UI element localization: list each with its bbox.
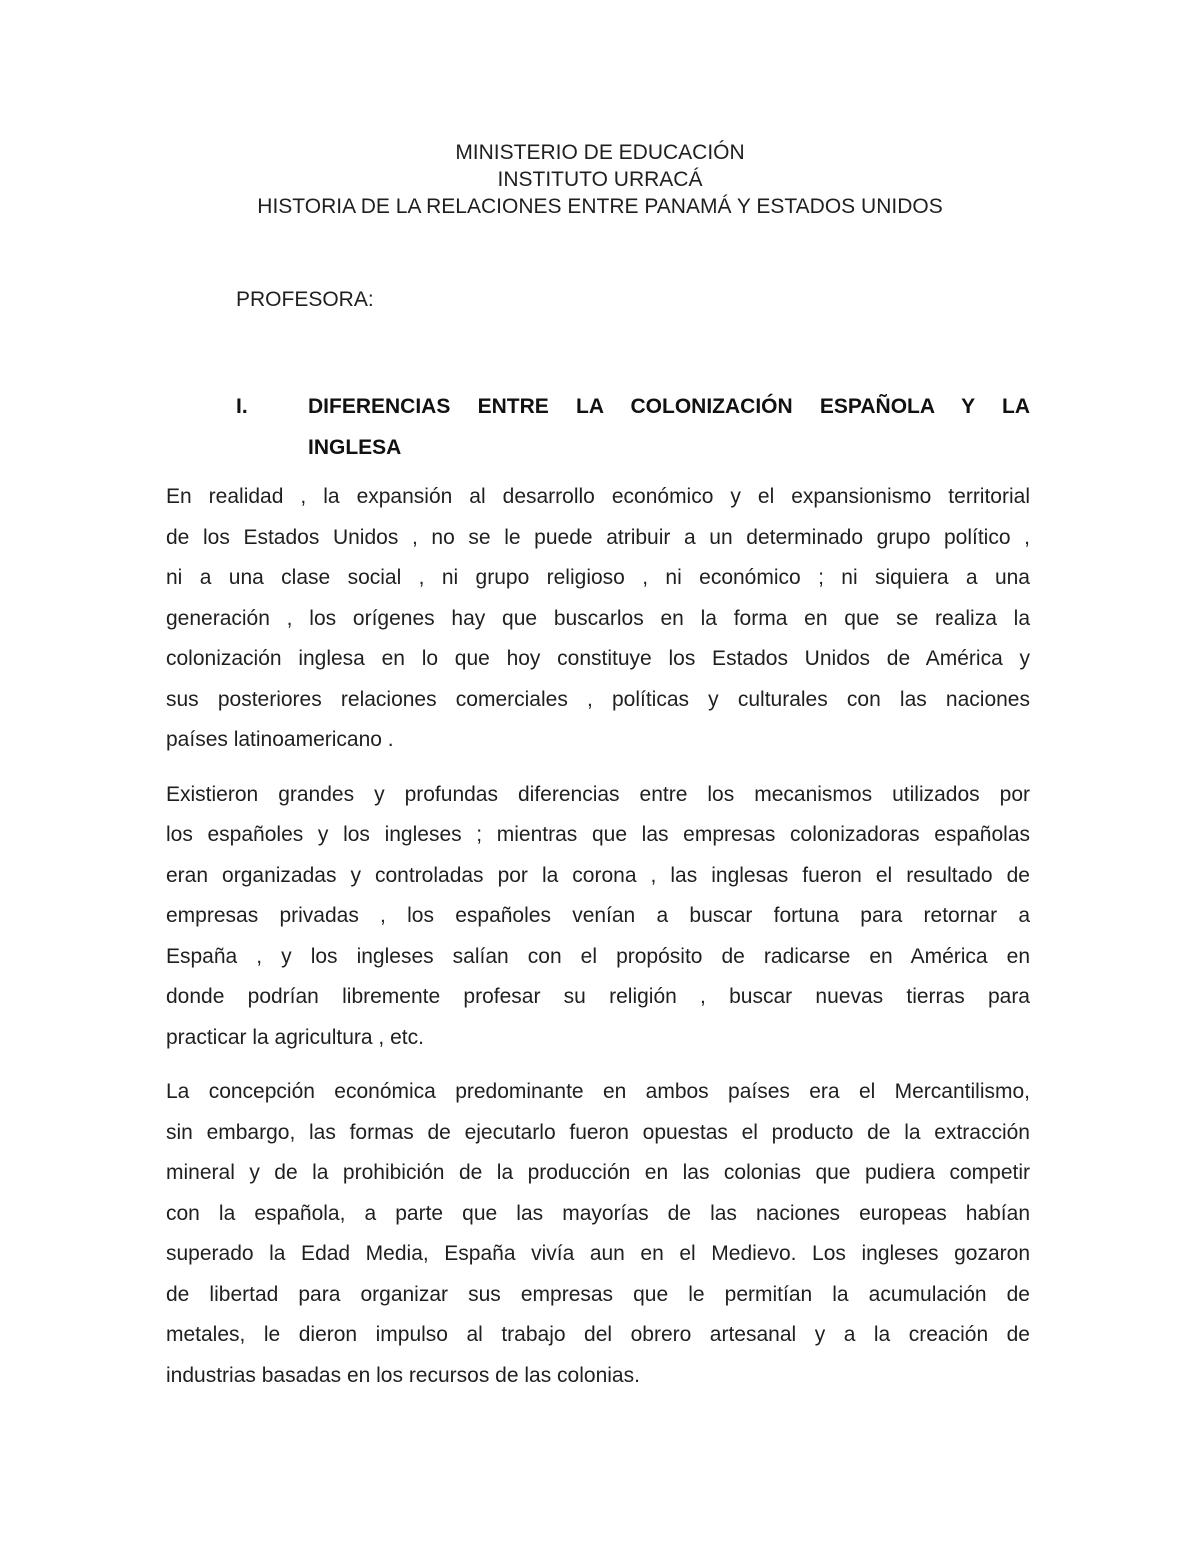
paragraph-line: sus posteriores relaciones comerciales , políticas y culturales con las naciones bbox=[166, 687, 1030, 711]
section-number: I. bbox=[236, 395, 248, 418]
header-institute: INSTITUTO URRACÁ bbox=[497, 168, 703, 191]
paragraph-line: generación , los orígenes hay que buscarlos en la forma en que se realiza la bbox=[166, 606, 1030, 630]
header-ministry: MINISTERIO DE EDUCACIÓN bbox=[455, 141, 745, 164]
paragraph-line: Existieron grandes y profundas diferencias entre los mecanismos utilizados por bbox=[166, 782, 1030, 806]
paragraph-line: industrias basadas en los recursos de las colonias. bbox=[166, 1363, 640, 1387]
paragraph-line: metales, le dieron impulso al trabajo del obrero artesanal y a la creación de bbox=[166, 1323, 1030, 1346]
paragraph-line: colonización inglesa en lo que hoy constituye los Estados Unidos de América y bbox=[166, 647, 1030, 670]
paragraph-line: con la española, a parte que las mayorías de las naciones europeas habían bbox=[166, 1201, 1030, 1225]
paragraph-line: España , y los ingleses salían con el propósito de radicarse en América en bbox=[166, 944, 1030, 968]
paragraph-line: ni a una clase social , ni grupo religioso , ni económico ; ni siquiera a una bbox=[166, 566, 1030, 589]
header-course-title: HISTORIA DE LA RELACIONES ENTRE PANAMÁ Y ESTADOS UNIDOS bbox=[257, 195, 943, 218]
paragraph bbox=[166, 1072, 1030, 1396]
paragraph-line: superado la Edad Media, España vivía aun en el Medievo. Los ingleses gozaron bbox=[166, 1242, 1030, 1265]
section-title-line: INGLESA bbox=[308, 436, 402, 459]
paragraph-line: de los Estados Unidos , no se le puede atribuir a un determinado grupo político , bbox=[166, 525, 1030, 549]
paragraph-line: La concepción económica predominante en ambos países era el Mercantilismo, bbox=[166, 1080, 1030, 1103]
section-title-line: DIFERENCIAS ENTRE LA COLONIZACIÓN ESPAÑOLA Y LA bbox=[308, 395, 1030, 418]
body-text bbox=[166, 477, 1030, 1410]
paragraph-line: mineral y de la prohibición de la producción en las colonias que pudiera competir bbox=[166, 1161, 1030, 1184]
paragraph-line: practicar la agricultura , etc. bbox=[166, 1025, 424, 1049]
paragraph bbox=[166, 477, 1030, 761]
paragraph-line: donde podrían libremente profesar su religión , buscar nuevas tierras para bbox=[166, 985, 1030, 1008]
document-header bbox=[0, 139, 1200, 220]
paragraph-line: países latinoamericano . bbox=[166, 728, 394, 751]
paragraph-line: empresas privadas , los españoles venían a buscar fortuna para retornar a bbox=[166, 904, 1030, 927]
section-title bbox=[308, 386, 1030, 468]
section-heading bbox=[236, 386, 1030, 468]
paragraph-line: En realidad , la expansión al desarrollo económico y el expansionismo territorial bbox=[166, 485, 1030, 508]
paragraph-line: eran organizadas y controladas por la corona , las inglesas fueron el resultado de bbox=[166, 863, 1030, 887]
paragraph-line: sin embargo, las formas de ejecutarlo fueron opuestas el producto de la extracción bbox=[166, 1120, 1030, 1144]
paragraph-line: de libertad para organizar sus empresas que le permitían la acumulación de bbox=[166, 1282, 1030, 1306]
profesora-label: PROFESORA: bbox=[236, 288, 374, 311]
paragraph bbox=[166, 775, 1030, 1059]
paragraph-line: los españoles y los ingleses ; mientras que las empresas colonizadoras españolas bbox=[166, 823, 1030, 846]
